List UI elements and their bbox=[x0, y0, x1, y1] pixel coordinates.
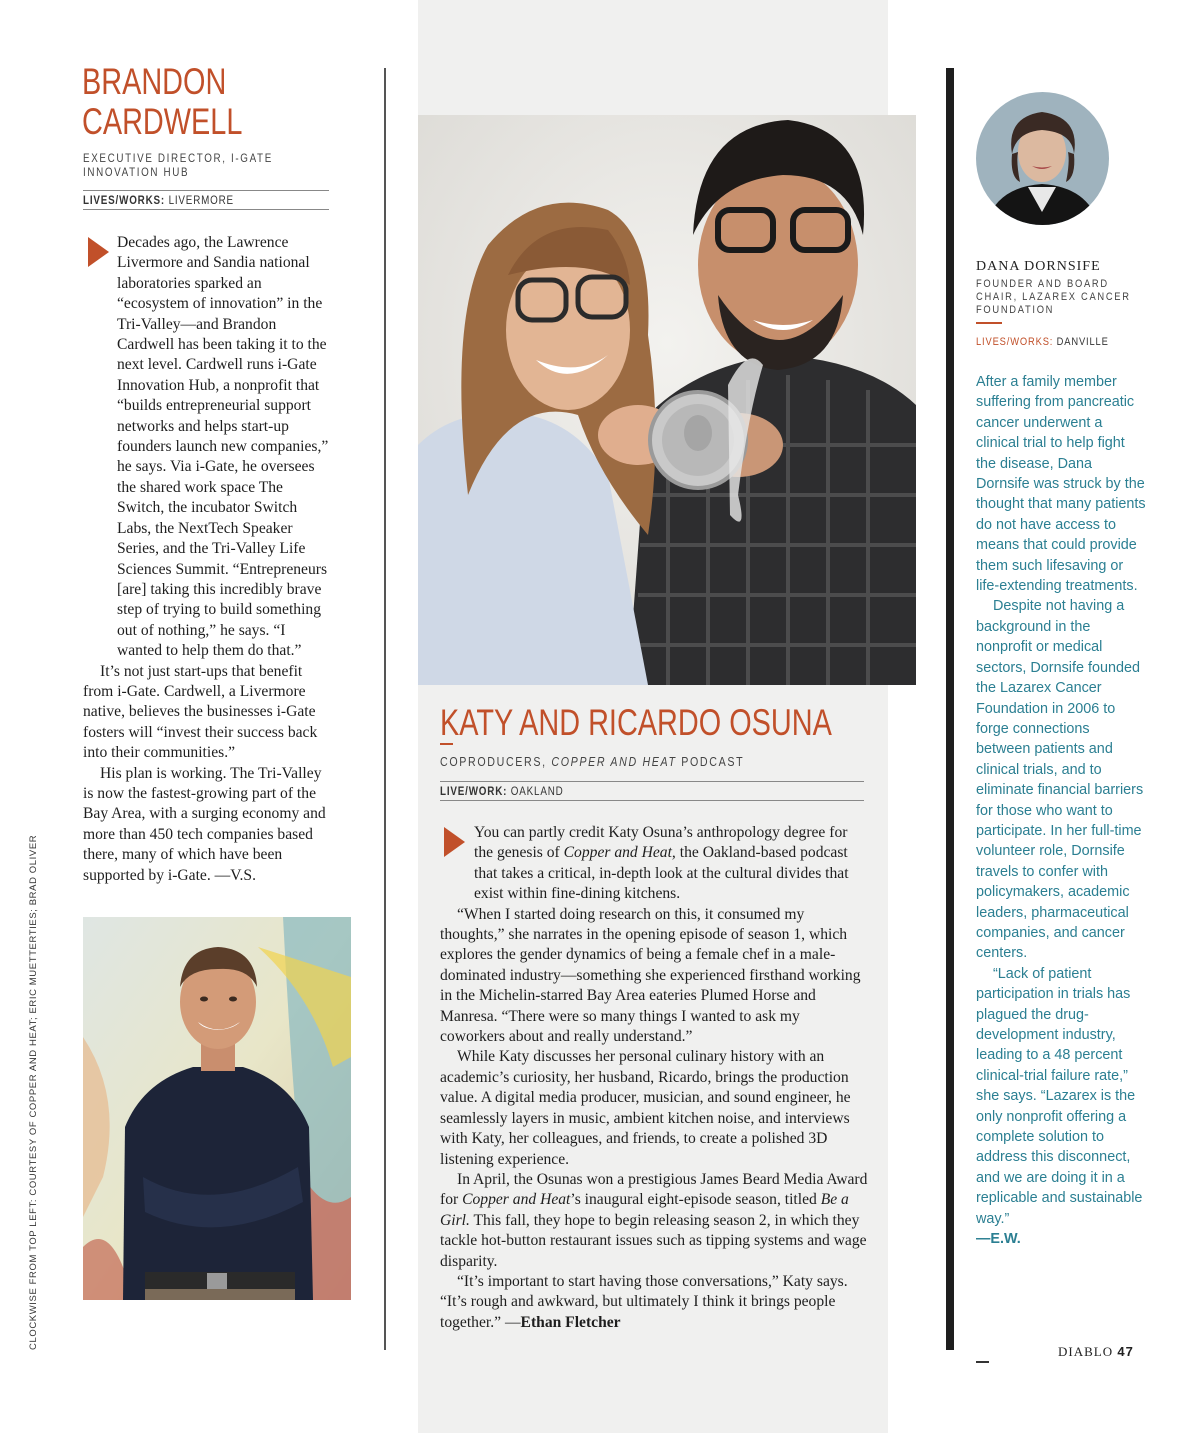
paragraph: Despite not having a background in the nonprofit or medical sectors, Dornsife founded the Lazarex Cancer Foundation in 2006 to forge connections between patients and clinical trials, and to eliminate financial barriers for those who want to participate. In her full-time volunteer role, Dornsife travels to confer with policymakers, academic leaders, pharmaceutical companies, and cancer centers. bbox=[976, 598, 1144, 962]
text-run: This fall, they hope to begin releasing season 2, in which they tackle hot-button restaurant issues such as tipping systems and wage disparity. bbox=[440, 1211, 867, 1270]
italic-run: Copper and Heat, bbox=[563, 844, 676, 862]
paragraph: It’s not just start-ups that benefit from i-Gate. Cardwell, a Livermore native, believes the businesses i-Gate fosters will “invest their success back into their communities.” bbox=[83, 662, 318, 762]
italic-run: Copper and Heat bbox=[462, 1191, 571, 1209]
text-run: ’s inaugural eight-episode season, titled bbox=[570, 1191, 821, 1209]
couple-portrait-illustration bbox=[418, 115, 916, 685]
page-footer bbox=[1058, 1344, 1158, 1360]
title-text: PODCAST bbox=[676, 754, 745, 769]
end-dash bbox=[976, 1361, 989, 1363]
portrait-illustration bbox=[83, 917, 351, 1300]
article-body-dana bbox=[976, 372, 1146, 1249]
author-signature: —E.W. bbox=[976, 1231, 1021, 1248]
text-run: the Oakland-based podcast that takes a critical, in-depth look at the cultural divides that exist within fine-dining kitchens. bbox=[474, 844, 849, 903]
divider bbox=[440, 800, 864, 801]
profile-name-osuna: KATY AND RICARDO OSUNA bbox=[440, 702, 832, 743]
headshot-illustration bbox=[976, 92, 1109, 225]
left-column-rule bbox=[384, 68, 386, 1350]
name-line: BRANDON bbox=[82, 61, 227, 102]
divider bbox=[83, 209, 329, 210]
title-line: INNOVATION HUB bbox=[83, 165, 190, 179]
divider bbox=[83, 190, 329, 191]
lives-value: DANVILLE bbox=[1056, 336, 1109, 348]
profile-title-dana bbox=[976, 278, 1146, 317]
paragraph: While Katy discusses her personal culinary history with an academic’s curiosity, her husband, Ricardo, brings the production value. A digital media producer, musician, and sound engineer, he seamlessly layers in music, ambient kitchen noise, and interviews with Katy, her colleagues, and friends, to create a polished 3D listening experience. bbox=[440, 1048, 851, 1168]
paragraph: After a family member suffering from pancreatic cancer underwent a clinical trial to help fight the disease, Dana Dornsife was struck by the thought that many patients do not have access to means that could provide them such lifesaving or life-extending treatments. bbox=[976, 374, 1146, 595]
photo-dana-dornsife bbox=[976, 92, 1109, 225]
lives-value: LIVERMORE bbox=[168, 193, 234, 207]
paragraph: “When I started doing research on this, it consumed my thoughts,” she narrates in the opening episode of season 1, which explores the gender dynamics of being a female chef in a male-dominated industry—something she experienced firsthand working in the Michelin-starred Bay Area eateries Plumed Horse and Manresa. “There were so many things I wanted to ask my coworkers about and really understand.” bbox=[440, 905, 861, 1046]
accent-dash bbox=[976, 322, 1002, 324]
paragraph: His plan is working. The Tri-Valley is now the fastest-growing part of the Bay Area, with a surging economy and more than 450 tech companies based there, many of which have been supported by i-Gate. —V.S. bbox=[83, 764, 326, 884]
name-line: CARDWELL bbox=[82, 101, 243, 142]
magazine-name: DIABLO bbox=[1058, 1344, 1114, 1359]
lives-label: LIVES/WORKS: bbox=[976, 336, 1054, 348]
photo-katy-ricardo-osuna bbox=[418, 115, 916, 685]
title-line: FOUNDER AND BOARD bbox=[976, 278, 1109, 290]
podcast-name: COPPER AND HEAT bbox=[551, 754, 677, 769]
photo-brandon-cardwell bbox=[83, 917, 351, 1300]
article-body-brandon bbox=[83, 233, 331, 886]
lives-label: LIVES/WORKS: bbox=[83, 193, 166, 207]
lives-works-dana bbox=[976, 336, 1146, 348]
title-line: CHAIR, LAZAREX CANCER bbox=[976, 291, 1131, 303]
profile-name-dana: DANA DORNSIFE bbox=[976, 259, 1101, 274]
text-run: “It’s important to start having those conversations,” Katy says. “It’s rough and awkward, but ultimately I think it brings people together.” — bbox=[440, 1272, 848, 1331]
divider bbox=[440, 781, 864, 782]
title-line: EXECUTIVE DIRECTOR, I-GATE bbox=[83, 151, 273, 165]
paragraph: Decades ago, the Lawrence Livermore and Sandia national laboratories sparked an “ecosystem of innovation” in the Tri-Valley—and Brandon Cardwell has been taking it to the next level. Cardwell runs i-Gate Innovation Hub, a nonprofit that “builds entrepreneurial support networks and helps start-up founders launch new companies,” he says. Via i-Gate, he oversees the shared work space The Switch, the incubator Switch Labs, the NextTech Speaker Series, and the Tri-Valley Life Sciences Summit. “Entrepreneurs [are] taking this incredibly brave step of trying to build something out of nothing,” he says. “I wanted to help them do that.” bbox=[117, 234, 329, 660]
italic-run: Be a Girl. bbox=[440, 1191, 849, 1229]
article-body-osuna bbox=[440, 823, 868, 1333]
paragraph: “Lack of patient participation in trials has plagued the drug-development industry, leading to a 48 percent clinical-trial failure rate,” she says. “Lazarex is the only nonprofit offering a complete solution to address this disconnect, and we are doing it in a replicable and sustainable way.” bbox=[976, 965, 1143, 1227]
page-number: 47 bbox=[1117, 1344, 1134, 1359]
title-text: COPRODUCERS, bbox=[440, 754, 552, 769]
paragraph bbox=[440, 1272, 868, 1333]
paragraph bbox=[440, 823, 868, 905]
title-line: FOUNDATION bbox=[976, 304, 1055, 316]
paragraph bbox=[440, 1170, 868, 1272]
text-run: You can partly credit Katy Osuna’s anthropology degree for the genesis of bbox=[474, 824, 848, 862]
lives-value: OAKLAND bbox=[510, 784, 564, 798]
author-signature: Ethan Fletcher bbox=[520, 1313, 621, 1331]
accent-dash bbox=[440, 743, 453, 745]
profile-title-brandon bbox=[83, 151, 329, 179]
profile-name-brandon bbox=[82, 62, 285, 142]
lives-works-brandon bbox=[83, 193, 345, 207]
profile-title-osuna bbox=[440, 754, 784, 769]
lives-works-osuna bbox=[440, 784, 784, 798]
photo-credit: CLOCKWISE FROM TOP LEFT: COURTESY OF COPPER AND HEAT; ERIC MUETTERTIES; BRAD OLIVER bbox=[28, 834, 39, 1350]
lives-label: LIVE/WORK: bbox=[440, 784, 508, 798]
text-run: In April, the Osunas won a prestigious James Beard Media Award for bbox=[440, 1170, 868, 1209]
right-column-rule bbox=[946, 68, 954, 1350]
